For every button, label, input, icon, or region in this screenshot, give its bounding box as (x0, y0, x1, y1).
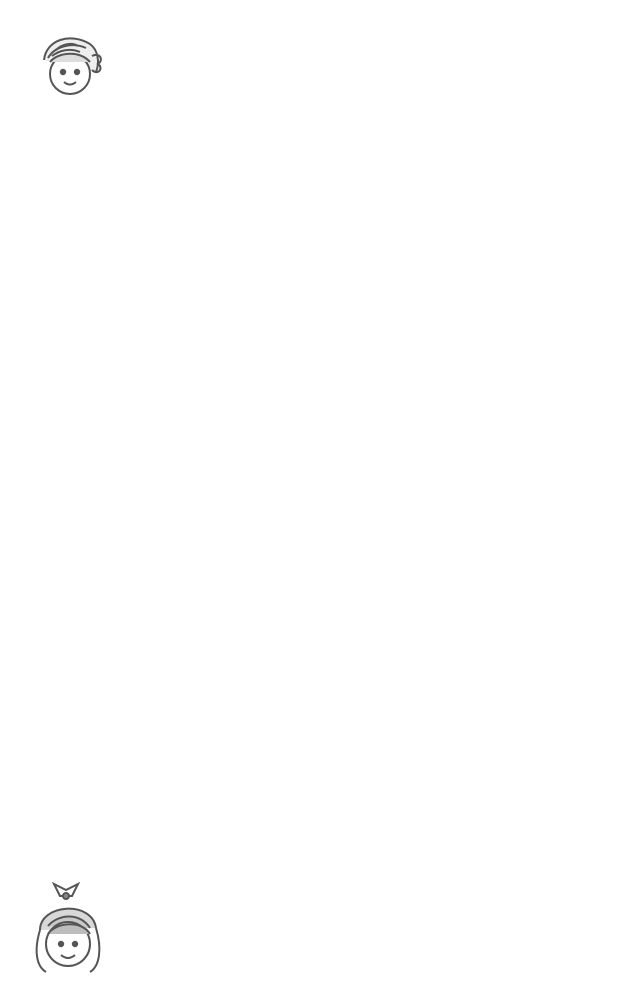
girl-face-bottom-icon (37, 884, 100, 972)
girl-face-top-icon (44, 38, 101, 94)
